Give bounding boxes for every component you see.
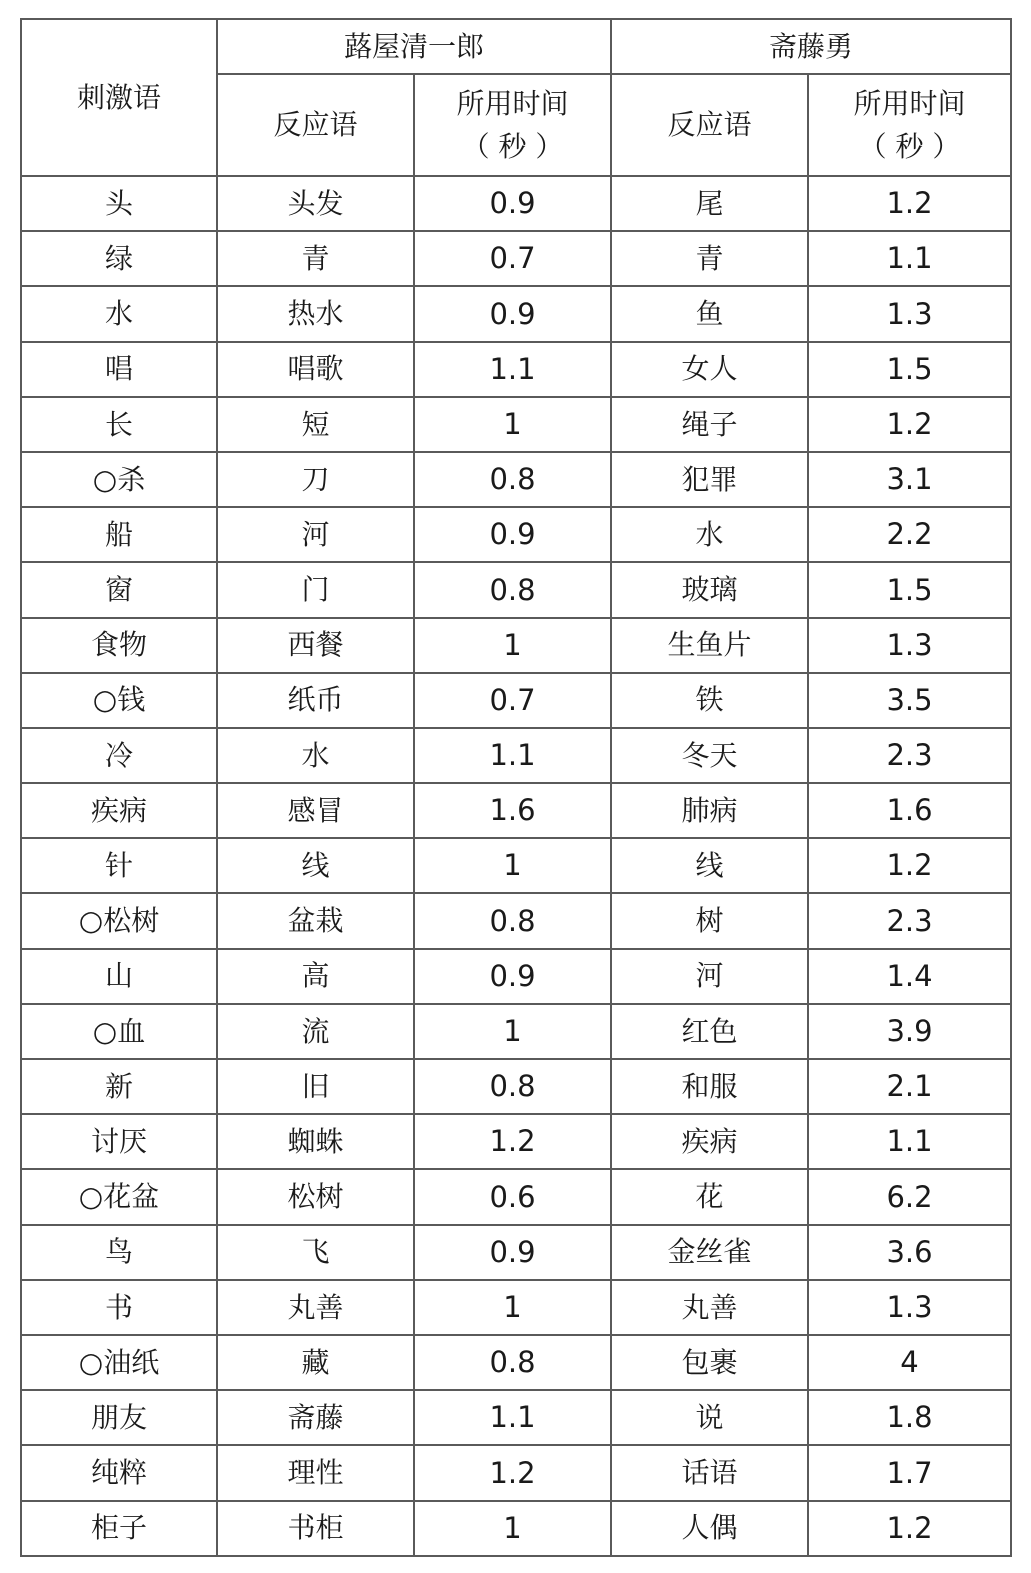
table-row xyxy=(21,1004,1011,1059)
table-row xyxy=(21,342,1011,397)
cell-b-response: 鱼 xyxy=(611,286,808,341)
table-row xyxy=(21,783,1011,838)
cell-stimulus: 头 xyxy=(21,176,217,231)
cell-b-time: 2.3 xyxy=(808,728,1011,783)
cell-b-response: 河 xyxy=(611,949,808,1004)
cell-stimulus: 长 xyxy=(21,397,217,452)
cell-a-response: 理性 xyxy=(217,1445,414,1500)
cell-a-response: 头发 xyxy=(217,176,414,231)
table-row xyxy=(21,673,1011,728)
cell-a-response: 水 xyxy=(217,728,414,783)
cell-a-response: 青 xyxy=(217,231,414,286)
cell-stimulus: 纯粹 xyxy=(21,1445,217,1500)
cell-a-response: 盆栽 xyxy=(217,893,414,948)
cell-stimulus: 冷 xyxy=(21,728,217,783)
cell-b-response: 冬天 xyxy=(611,728,808,783)
cell-stimulus: ○花盆 xyxy=(21,1169,217,1224)
cell-a-time: 1 xyxy=(414,1280,611,1335)
cell-b-response: 线 xyxy=(611,838,808,893)
cell-stimulus: ○油纸 xyxy=(21,1335,217,1390)
cell-b-time: 1.2 xyxy=(808,176,1011,231)
header-subject-a: 蕗屋清一郎 xyxy=(217,19,611,74)
cell-b-response: 和服 xyxy=(611,1059,808,1114)
cell-a-response: 书柜 xyxy=(217,1501,414,1556)
cell-b-response: 红色 xyxy=(611,1004,808,1059)
cell-stimulus: 柜子 xyxy=(21,1501,217,1556)
cell-a-response: 飞 xyxy=(217,1225,414,1280)
header-b-time-line2: （ 秒 ） xyxy=(858,130,961,163)
header-a-time-line1: 所用时间 xyxy=(456,86,569,120)
cell-b-time: 1.8 xyxy=(808,1390,1011,1445)
cell-b-response: 绳子 xyxy=(611,397,808,452)
cell-b-response: 人偶 xyxy=(611,1501,808,1556)
cell-stimulus: 新 xyxy=(21,1059,217,1114)
table-row xyxy=(21,562,1011,617)
cell-b-time: 4 xyxy=(808,1335,1011,1390)
cell-a-response: 丸善 xyxy=(217,1280,414,1335)
cell-a-time: 0.8 xyxy=(414,893,611,948)
cell-a-response: 感冒 xyxy=(217,783,414,838)
cell-stimulus: 鸟 xyxy=(21,1225,217,1280)
cell-stimulus: 书 xyxy=(21,1280,217,1335)
cell-b-time: 1.6 xyxy=(808,783,1011,838)
cell-a-response: 刀 xyxy=(217,452,414,507)
cell-b-response: 犯罪 xyxy=(611,452,808,507)
cell-stimulus: 朋友 xyxy=(21,1390,217,1445)
cell-stimulus: 针 xyxy=(21,838,217,893)
table-row xyxy=(21,1390,1011,1445)
cell-a-time: 0.9 xyxy=(414,949,611,1004)
cell-b-response: 玻璃 xyxy=(611,562,808,617)
cell-stimulus: 山 xyxy=(21,949,217,1004)
table-row xyxy=(21,1445,1011,1500)
table-row xyxy=(21,1335,1011,1390)
header-b-response: 反应语 xyxy=(611,74,808,176)
cell-a-time: 1.6 xyxy=(414,783,611,838)
table-row xyxy=(21,397,1011,452)
cell-b-time: 3.5 xyxy=(808,673,1011,728)
cell-b-time: 2.1 xyxy=(808,1059,1011,1114)
cell-a-response: 河 xyxy=(217,507,414,562)
cell-a-time: 1 xyxy=(414,618,611,673)
cell-a-time: 0.9 xyxy=(414,286,611,341)
cell-stimulus: 食物 xyxy=(21,618,217,673)
cell-b-time: 1.2 xyxy=(808,1501,1011,1556)
cell-a-response: 纸币 xyxy=(217,673,414,728)
cell-b-time: 1.5 xyxy=(808,342,1011,397)
cell-a-response: 西餐 xyxy=(217,618,414,673)
cell-stimulus: 唱 xyxy=(21,342,217,397)
cell-stimulus: 窗 xyxy=(21,562,217,617)
cell-b-time: 1.1 xyxy=(808,231,1011,286)
cell-stimulus: ○血 xyxy=(21,1004,217,1059)
cell-a-response: 流 xyxy=(217,1004,414,1059)
cell-a-response: 短 xyxy=(217,397,414,452)
cell-stimulus: 水 xyxy=(21,286,217,341)
cell-b-time: 6.2 xyxy=(808,1169,1011,1224)
table-row xyxy=(21,1225,1011,1280)
cell-b-time: 3.9 xyxy=(808,1004,1011,1059)
cell-b-response: 包裹 xyxy=(611,1335,808,1390)
cell-b-time: 1.2 xyxy=(808,838,1011,893)
cell-b-time: 1.4 xyxy=(808,949,1011,1004)
cell-b-response: 花 xyxy=(611,1169,808,1224)
cell-a-response: 线 xyxy=(217,838,414,893)
cell-b-time: 2.3 xyxy=(808,893,1011,948)
cell-b-time: 1.1 xyxy=(808,1114,1011,1169)
cell-a-time: 0.8 xyxy=(414,1335,611,1390)
cell-b-time: 2.2 xyxy=(808,507,1011,562)
cell-a-time: 1 xyxy=(414,397,611,452)
cell-a-time: 0.9 xyxy=(414,176,611,231)
cell-b-response: 树 xyxy=(611,893,808,948)
cell-b-time: 1.2 xyxy=(808,397,1011,452)
header-b-time-line1: 所用时间 xyxy=(853,86,966,120)
cell-a-response: 门 xyxy=(217,562,414,617)
cell-a-response: 旧 xyxy=(217,1059,414,1114)
table-row xyxy=(21,1501,1011,1556)
table-row xyxy=(21,1114,1011,1169)
cell-b-response: 金丝雀 xyxy=(611,1225,808,1280)
cell-a-response: 唱歌 xyxy=(217,342,414,397)
table-row xyxy=(21,176,1011,231)
cell-a-time: 1.2 xyxy=(414,1445,611,1500)
cell-a-time: 0.7 xyxy=(414,231,611,286)
cell-b-time: 1.3 xyxy=(808,618,1011,673)
cell-b-response: 话语 xyxy=(611,1445,808,1500)
cell-stimulus: 绿 xyxy=(21,231,217,286)
cell-b-response: 青 xyxy=(611,231,808,286)
cell-stimulus: ○杀 xyxy=(21,452,217,507)
cell-a-time: 0.7 xyxy=(414,673,611,728)
table-body xyxy=(21,176,1011,1556)
association-test-table xyxy=(20,18,1012,1557)
cell-a-time: 1.1 xyxy=(414,1390,611,1445)
header-a-time-line2: （ 秒 ） xyxy=(461,130,564,163)
header-subject-b: 斋藤勇 xyxy=(611,19,1011,74)
cell-a-response: 高 xyxy=(217,949,414,1004)
header-b-time xyxy=(808,74,1011,176)
cell-b-time: 3.1 xyxy=(808,452,1011,507)
cell-b-response: 丸善 xyxy=(611,1280,808,1335)
cell-b-response: 说 xyxy=(611,1390,808,1445)
cell-stimulus: ○松树 xyxy=(21,893,217,948)
cell-a-response: 斋藤 xyxy=(217,1390,414,1445)
cell-a-time: 0.9 xyxy=(414,507,611,562)
cell-b-time: 1.3 xyxy=(808,286,1011,341)
table-row xyxy=(21,231,1011,286)
header-row-1 xyxy=(21,19,1011,74)
cell-b-time: 1.5 xyxy=(808,562,1011,617)
table-row xyxy=(21,452,1011,507)
cell-b-time: 1.7 xyxy=(808,1445,1011,1500)
table-row xyxy=(21,1280,1011,1335)
cell-a-time: 1.1 xyxy=(414,728,611,783)
cell-a-time: 0.8 xyxy=(414,452,611,507)
cell-a-time: 1 xyxy=(414,1004,611,1059)
cell-a-response: 松树 xyxy=(217,1169,414,1224)
cell-b-response: 肺病 xyxy=(611,783,808,838)
header-a-time xyxy=(414,74,611,176)
table-row xyxy=(21,618,1011,673)
cell-a-time: 0.6 xyxy=(414,1169,611,1224)
cell-stimulus: 讨厌 xyxy=(21,1114,217,1169)
cell-a-time: 1 xyxy=(414,838,611,893)
table-row xyxy=(21,838,1011,893)
cell-a-time: 1 xyxy=(414,1501,611,1556)
table-row xyxy=(21,1169,1011,1224)
table-row xyxy=(21,728,1011,783)
cell-a-time: 0.8 xyxy=(414,1059,611,1114)
cell-a-time: 1.2 xyxy=(414,1114,611,1169)
cell-a-time: 1.1 xyxy=(414,342,611,397)
cell-b-response: 女人 xyxy=(611,342,808,397)
table-row xyxy=(21,1059,1011,1114)
cell-stimulus: 疾病 xyxy=(21,783,217,838)
header-a-response: 反应语 xyxy=(217,74,414,176)
header-stimulus: 刺激语 xyxy=(21,19,217,176)
cell-b-response: 生鱼片 xyxy=(611,618,808,673)
cell-stimulus: ○钱 xyxy=(21,673,217,728)
cell-b-time: 3.6 xyxy=(808,1225,1011,1280)
cell-a-time: 0.9 xyxy=(414,1225,611,1280)
cell-b-response: 水 xyxy=(611,507,808,562)
cell-b-response: 尾 xyxy=(611,176,808,231)
table-row xyxy=(21,507,1011,562)
association-test-table-container xyxy=(20,18,1010,1557)
cell-b-response: 疾病 xyxy=(611,1114,808,1169)
cell-a-response: 热水 xyxy=(217,286,414,341)
cell-stimulus: 船 xyxy=(21,507,217,562)
table-row xyxy=(21,893,1011,948)
cell-b-time: 1.3 xyxy=(808,1280,1011,1335)
cell-b-response: 铁 xyxy=(611,673,808,728)
table-row xyxy=(21,286,1011,341)
cell-a-response: 蜘蛛 xyxy=(217,1114,414,1169)
table-row xyxy=(21,949,1011,1004)
cell-a-response: 藏 xyxy=(217,1335,414,1390)
cell-a-time: 0.8 xyxy=(414,562,611,617)
